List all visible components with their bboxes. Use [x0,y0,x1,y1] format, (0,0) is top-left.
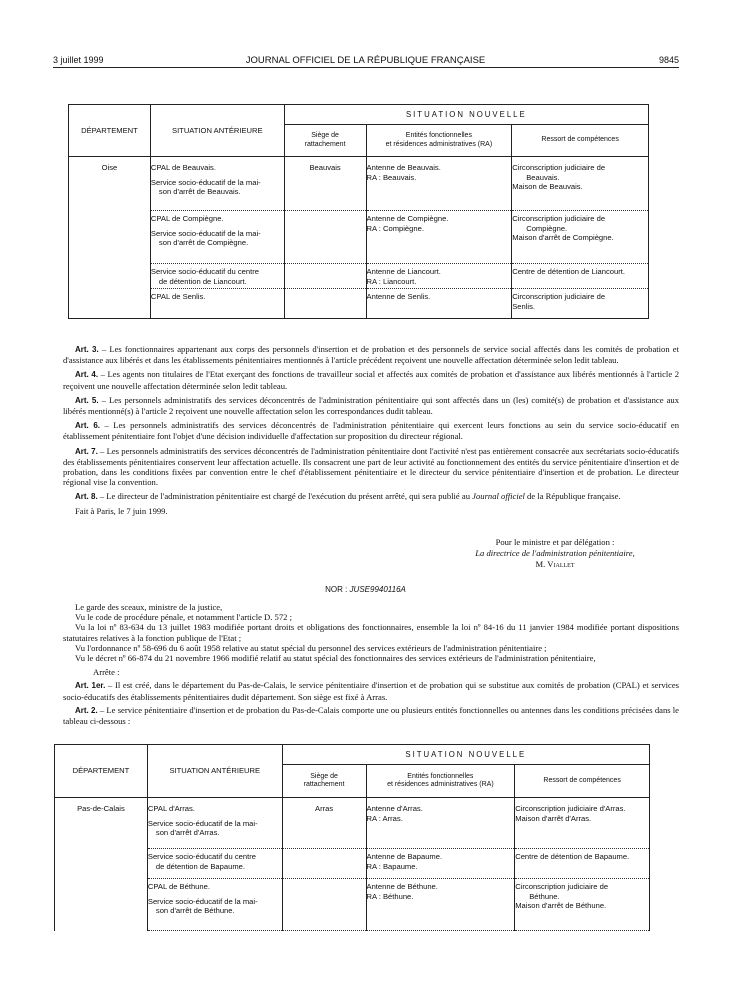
ressort-cell [512,264,649,289]
siege-cell: Arras [282,798,366,849]
ressort-cell [515,879,650,931]
anterieure-line: son d'arrêt de Compiègne. [158,238,249,248]
anterieure-line: CPAL de Senlis. [150,292,206,301]
ressort-cell [512,157,649,211]
entites-cell [366,879,515,931]
ressort-line: Centre de détention de Liancourt. [512,267,625,276]
preamble-line: Vu l'ordonnance nº 58-696 du 6 août 1958 relative au statut spécial du personnel des services extérieurs de l'administration pénitentiaire ; [75,642,547,653]
preamble-line: Vu le décret nº 66-874 du 21 novembre 1966 modifié relatif au statut spécial des fonctionnaires des services extérieurs de l'administration pénitentiaire, [75,653,596,664]
departement-cell [69,211,151,264]
article-6: Art. 6. – Les personnels administratifs des services déconcentrés de l'administration pénitentiaire qui exercent leurs fonctions au sein du service socio-éducatif en établissement pénitentiaire font l'objet d'une décision individuelle d'affectation sur proposition du directeur régional. [63,420,680,442]
fait-a-paris: Fait à Paris, le 7 juin 1999. [75,505,168,516]
anterieure-line: Service socio-éducatif de la mai- [150,228,261,238]
entites-line: Antenne de Béthune. [366,882,438,891]
departement-cell: Pas-de-Calais [55,798,148,849]
articles-section-1 [63,344,679,516]
ressort-line: Centre de détention de Bapaume. [515,852,630,861]
ressort-line: Maison d'arrêt de Compiègne. [512,233,614,243]
table-row [69,264,649,289]
preamble-line: Le garde des sceaux, ministre de la justice, [75,602,223,612]
situation-anterieure-cell [150,157,284,211]
col-header-entites: Entités fonctionnelles et résidences administratives (RA) [366,125,512,157]
header-date: 3 juillet 1999 [53,55,104,65]
col-header-siege: Siège de rattachement [282,765,366,798]
col-header-situation-nouvelle: SITUATION NOUVELLE [284,105,648,125]
anterieure-line: Service socio-éducatif du centre [150,267,259,276]
ressort-line: Circonscription judiciaire de [512,214,606,223]
anterieure-line: CPAL d'Arras. [147,804,195,813]
situation-anterieure-cell [147,849,282,879]
siege-cell [284,264,366,289]
entites-line: Antenne de Liancourt. [366,267,441,276]
table-row [69,157,649,211]
article-5: Art. 5. – Les personnels administratifs des services déconcentrés de l'administration pénitentiaire qui sont affectés dans un (les) comité(s) de probation et d'assistance aux libérés mentionné(s) à l'article 2 reçoivent une nouvelle affectation selon les correspondances dudit tableau. [63,394,679,417]
article-8: Art. 8. – Le directeur de l'administration pénitentiaire est chargé de l'exécution du présent arrêté, qui sera publié au Journal officiel de la République française. [75,491,621,502]
ressort-line: Béthune. [529,891,560,901]
departement-cell: Oise [69,157,151,211]
departement-cell [69,289,151,319]
signature-line-2: La directrice de l'administration pénitentiaire, [475,548,635,558]
assignment-table-pas-de-calais [54,744,650,931]
siege-cell [284,289,366,319]
header-page-number: 9845 [658,55,679,65]
situation-anterieure-cell [150,289,284,319]
article-3: Art. 3. – Les fonctionnaires appartenant aux corps des personnels d'insertion et de probation et des personnels de service social affectés dans les comités de probation et d'assistance aux libérés et dans les établissements pénitentiaires mentionnés à l'article précédent reçoivent une nouvelle affectation déterminée selon ledit tableau. [63,344,680,366]
anterieure-line: de détention de Liancourt. [158,276,247,286]
ressort-cell [515,849,650,879]
anterieure-line: de détention de Bapaume. [155,861,245,871]
ressort-cell [512,289,649,319]
entites-cell [366,849,515,879]
entites-line: Antenne de Bapaume. [366,852,443,861]
entites-line: RA : Beauvais. [366,172,417,182]
assignment-table-oise [68,104,649,319]
ressort-line: Circonscription judiciaire de [512,163,606,172]
article-4: Art. 4. – Les agents non titulaires de l'Etat exerçant des fonctions de travailleur social et affectés aux comités de probation et d'assistance aux libérés mentionnés à l'article 2 reçoivent une nouvelle affectation déterminée selon ledit tableau. [63,369,680,391]
ressort-line: Senlis. [512,301,536,311]
siege-cell [282,879,366,931]
departement-cell [55,849,148,879]
ressort-line: Circonscription judiciaire de [515,882,609,891]
anterieure-line: CPAL de Béthune. [147,882,210,891]
anterieure-line: Service socio-éducatif du centre [147,852,256,861]
anterieure-line: son d'arrêt d'Arras. [155,828,220,838]
entites-line: Antenne d'Arras. [366,804,423,813]
col-header-departement: DÉPARTEMENT [55,745,148,798]
signature-line-1: Pour le ministre et par délégation : [495,537,615,547]
situation-anterieure-cell [147,798,282,849]
anterieure-line: son d'arrêt de Béthune. [155,906,235,916]
anterieure-line: CPAL de Compiègne. [150,214,224,223]
signature-name: M. Viallet [535,559,575,569]
entites-line: RA : Bapaume. [366,861,418,871]
ressort-line: Circonscription judiciaire de [512,292,606,301]
entites-cell [366,289,512,319]
entites-line: RA : Compiègne. [366,223,424,233]
preamble-section [63,602,679,726]
signature-block [430,537,680,570]
anterieure-line: CPAL de Beauvais. [150,163,216,172]
departement-cell [55,879,148,931]
ressort-line: Maison d'arrêt d'Arras. [515,813,592,823]
anterieure-line: Service socio-éducatif de la mai- [147,896,258,906]
situation-anterieure-cell [150,264,284,289]
col-header-situation-anterieure: SITUATION ANTÉRIEURE [147,745,282,798]
header-rule [53,67,679,68]
table-row [55,849,650,879]
col-header-ressort: Ressort de compétences [515,765,650,798]
article-7: Art. 7. – Les personnels administratifs des services déconcentrés de l'administration pénitentiaire dont l'activité n'est pas entièrement consacrée aux secrétariats socio-éducatifs des établissements pénitentiaires conservent leur affectation actuelle. Ils consacrent une part de leur activité au fonctionnement des entités du service pénitentiaire d'insertion et de probation, dans les conditions fixées par convention entre le chef d'établissement pénitentiaire et le directeur du service pénitentiaire d'insertion et de probation. Le directeur régional vise la convention. [63,445,679,488]
situation-anterieure-cell [150,211,284,264]
col-header-situation-anterieure: SITUATION ANTÉRIEURE [150,105,284,157]
header-title: JOURNAL OFFICIEL DE LA RÉPUBLIQUE FRANÇAISE [245,55,486,66]
ressort-cell [515,798,650,849]
entites-line: RA : Liancourt. [366,276,417,286]
article-1er: Art. 1er. – Il est créé, dans le département du Pas-de-Calais, le service pénitentiaire d'insertion et de probation qui se substitue aux comités de probation (CPAL) et services socio-éducatifs des établissements pénitentiaires dudit département. Son siège est fixé à Arras. [63,680,680,702]
departement-cell [69,264,151,289]
ressort-line: Maison de Beauvais. [512,182,583,192]
siege-cell: Beauvais [284,157,366,211]
entites-line: Antenne de Beauvais. [366,163,441,172]
ressort-line: Maison d'arrêt de Béthune. [515,901,607,911]
situation-anterieure-cell [147,879,282,931]
table-row [69,211,649,264]
entites-cell [366,211,512,264]
entites-line: Antenne de Compiègne. [366,214,449,223]
entites-cell [366,157,512,211]
siege-cell [282,849,366,879]
entites-line: RA : Arras. [366,813,403,823]
article-2: Art. 2. – Le service pénitentiaire d'insertion et de probation du Pas-de-Calais comporte une ou plusieurs entités fonctionnelles ou antennes dans les conditions précisées dans le tableau ci-dessous : [63,704,679,727]
ressort-line: Compiègne. [526,223,568,233]
preamble-line: Vu le code de procédure pénale, et notamment l'article D. 572 ; [75,612,292,623]
anterieure-line: son d'arrêt de Beauvais. [158,187,241,197]
entites-line: Antenne de Senlis. [366,292,431,301]
col-header-departement: DÉPARTEMENT [69,105,151,157]
ressort-line: Beauvais. [526,172,560,182]
entites-cell [366,798,515,849]
preamble-line: Vu la loi nº 83-634 du 13 juillet 1983 modifiée portant droits et obligations des fonctionnaires, ensemble la loi nº 84-16 du 11 janvier 1984 modifiée portant dispositions statutaires relatives à la fonction publique de l'Etat ; [63,622,679,643]
ressort-line: Circonscription judiciaire d'Arras. [515,804,626,813]
anterieure-line: Service socio-éducatif de la mai- [147,818,258,828]
table-row [69,289,649,319]
col-header-entites: Entités fonctionnelles et résidences administratives (RA) [366,765,515,798]
col-header-siege: Siège de rattachement [284,125,366,157]
nor-reference: NOR : JUSE9940116A [325,585,406,594]
col-header-situation-nouvelle: SITUATION NOUVELLE [282,745,649,765]
table-row [55,798,650,849]
ressort-cell [512,211,649,264]
entites-line: RA : Béthune. [366,891,414,901]
col-header-ressort: Ressort de compétences [512,125,649,157]
table-row [55,879,650,931]
arrete-heading: Arrête : [93,667,120,678]
entites-cell [366,264,512,289]
anterieure-line: Service socio-éducatif de la mai- [150,177,261,187]
siege-cell [284,211,366,264]
